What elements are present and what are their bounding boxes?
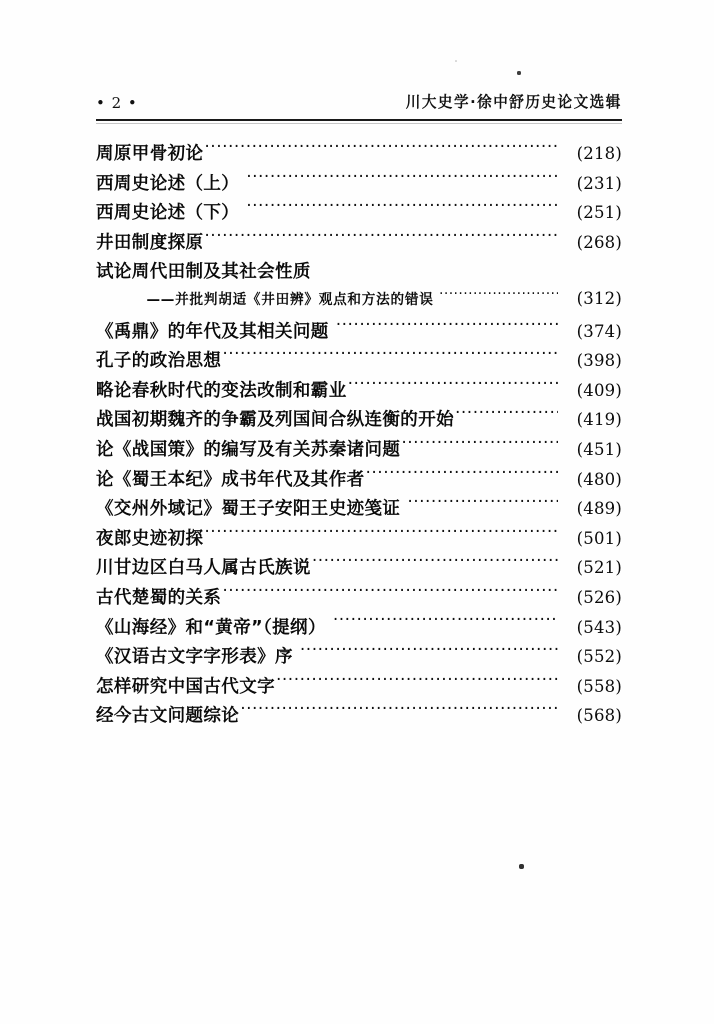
toc-dot-leader xyxy=(333,617,558,633)
toc-entry-page-number: (526) xyxy=(576,587,622,607)
toc-entry[interactable] xyxy=(96,466,622,496)
toc-dot-leader xyxy=(439,288,558,304)
toc-entry[interactable] xyxy=(96,584,622,614)
toc-dot-leader xyxy=(455,409,558,425)
toc-entry-page-number: (398) xyxy=(576,351,622,371)
toc-entry-page-number: (568) xyxy=(576,706,622,726)
toc-dot-leader xyxy=(246,173,558,189)
toc-entry-title: 井田制度探原 xyxy=(96,232,204,253)
toc-dot-leader xyxy=(276,676,558,692)
toc-entry[interactable] xyxy=(96,288,622,318)
header-divider-rule xyxy=(96,119,622,121)
running-header xyxy=(96,86,622,112)
toc-entry-page-number: (251) xyxy=(576,203,622,223)
running-book-title: 川大史学·徐中舒历史论文选辑 xyxy=(405,93,622,111)
table-of-contents xyxy=(96,140,622,732)
toc-entry-title: 夜郎史迹初探 xyxy=(96,528,204,549)
toc-entry-title: 论《蜀王本纪》成书年代及其作者 xyxy=(96,469,365,490)
toc-entry-page-number: (501) xyxy=(576,528,622,548)
toc-entry-page-number: (409) xyxy=(576,380,622,400)
toc-entry[interactable] xyxy=(96,170,622,200)
toc-entry-title: 经今古文问题综论 xyxy=(96,706,240,727)
toc-dot-leader xyxy=(312,557,558,573)
toc-entry-page-number: (543) xyxy=(576,617,622,637)
toc-dot-leader xyxy=(348,380,558,396)
toc-entry-title: 《交州外域记》蜀王子安阳王史迹笺证 xyxy=(96,499,401,520)
toc-entry-page-number: (480) xyxy=(576,469,622,489)
toc-entry-title: ——并批判胡适《井田辨》观点和方法的错误 xyxy=(146,291,434,308)
toc-dot-leader xyxy=(204,232,558,248)
toc-entry-page-number: (558) xyxy=(576,676,622,696)
toc-entry-title: 怎样研究中国古代文字 xyxy=(96,676,275,697)
toc-entry-page-number: (451) xyxy=(576,439,622,459)
toc-entry-page-number: (489) xyxy=(576,499,622,519)
toc-entry[interactable] xyxy=(96,614,622,644)
toc-entry-title: 川甘边区白马人属古氏族说 xyxy=(96,558,311,579)
toc-entry[interactable] xyxy=(96,495,622,525)
toc-entry[interactable] xyxy=(96,229,622,259)
toc-dot-leader xyxy=(336,321,558,337)
toc-entry-page-number: (552) xyxy=(576,647,622,667)
scan-speck xyxy=(519,864,524,869)
toc-entry[interactable] xyxy=(96,702,622,732)
toc-entry-title: 论《战国策》的编写及有关苏秦诸问题 xyxy=(96,439,401,460)
toc-entry-page-number: (521) xyxy=(576,558,622,578)
toc-dot-leader xyxy=(300,646,558,662)
toc-entry-page-number: (419) xyxy=(576,410,622,430)
toc-entry-page-number: (231) xyxy=(576,173,622,193)
toc-entry-title: 战国初期魏齐的争霸及列国间合纵连衡的开始 xyxy=(96,410,454,431)
toc-entry[interactable] xyxy=(96,525,622,555)
toc-entry-title: 略论春秋时代的变法改制和霸业 xyxy=(96,380,347,401)
toc-dot-leader xyxy=(240,705,558,721)
scan-speck xyxy=(455,60,457,62)
toc-entry-title: 古代楚蜀的关系 xyxy=(96,587,222,608)
toc-entry-page-number: (312) xyxy=(576,288,622,308)
toc-entry[interactable] xyxy=(96,554,622,584)
scan-speck xyxy=(517,71,521,75)
toc-entry-page-number: (218) xyxy=(576,144,622,163)
toc-dot-leader xyxy=(222,587,558,603)
toc-entry-title: 周原甲骨初论 xyxy=(96,144,204,164)
toc-entry-title: 《汉语古文字字形表》序 xyxy=(96,647,293,668)
toc-entry[interactable] xyxy=(96,436,622,466)
toc-dot-leader xyxy=(401,439,558,455)
toc-entry[interactable] xyxy=(96,406,622,436)
toc-dot-leader xyxy=(246,202,558,218)
toc-entry[interactable] xyxy=(96,643,622,673)
toc-entry-title: 西周史论述（下） xyxy=(96,203,240,224)
toc-entry-title: 《禹鼎》的年代及其相关问题 xyxy=(96,321,329,342)
toc-entry-title: 《山海经》和“黄帝”（提纲） xyxy=(96,617,326,638)
toc-dot-leader xyxy=(204,143,558,159)
toc-entry[interactable] xyxy=(96,258,622,288)
toc-entry[interactable] xyxy=(96,199,622,229)
toc-dot-leader xyxy=(366,469,559,485)
toc-entry[interactable] xyxy=(96,347,622,377)
toc-dot-leader xyxy=(204,528,558,544)
toc-entry-page-number: (374) xyxy=(576,321,622,341)
toc-entry[interactable] xyxy=(96,140,622,170)
toc-entry-page-number: (268) xyxy=(576,232,622,252)
toc-entry-title: 西周史论述（上） xyxy=(96,173,240,194)
toc-entry[interactable] xyxy=(96,673,622,703)
toc-dot-leader xyxy=(407,498,558,514)
toc-entry[interactable] xyxy=(96,318,622,348)
toc-entry[interactable] xyxy=(96,377,622,407)
toc-entry-title: 孔子的政治思想 xyxy=(96,351,222,372)
page-folio-number: • 2 • xyxy=(96,94,138,112)
toc-dot-leader xyxy=(222,350,558,366)
toc-entry-title: 试论周代田制及其社会性质 xyxy=(96,262,311,283)
